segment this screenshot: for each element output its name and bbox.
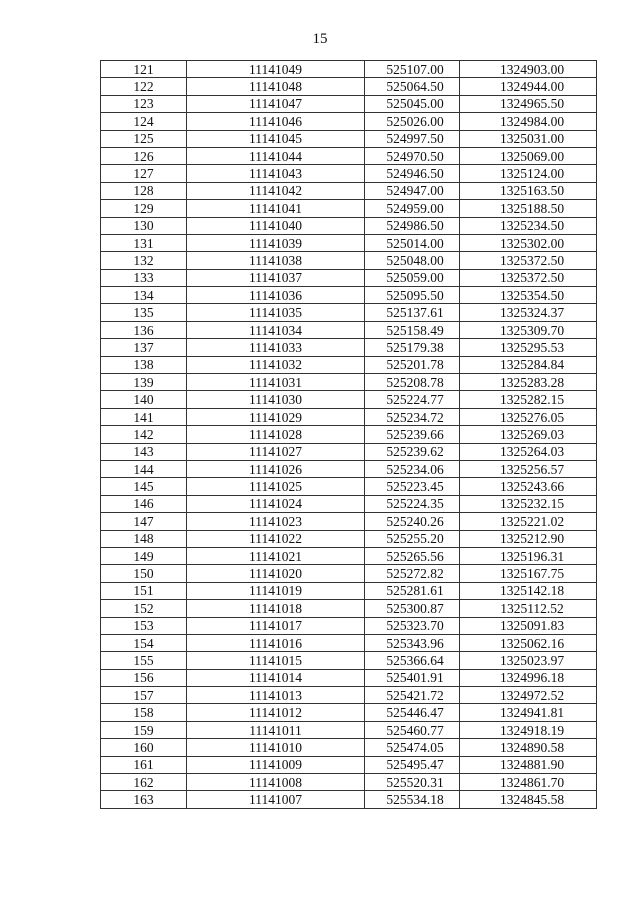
point-id-cell: 11141045: [187, 130, 365, 147]
table-row: [101, 791, 597, 808]
y-coordinate-cell: 1325372.50: [460, 252, 597, 269]
y-coordinate-cell: 1325142.18: [460, 582, 597, 599]
table-row: [101, 443, 597, 460]
y-coordinate-cell: 1325112.52: [460, 600, 597, 617]
point-id-cell: 11141015: [187, 652, 365, 669]
point-id-cell: 11141029: [187, 408, 365, 425]
point-id-cell: 11141016: [187, 634, 365, 651]
point-id-cell: 11141031: [187, 374, 365, 391]
row-number-cell: 154: [101, 634, 187, 651]
y-coordinate-cell: 1325256.57: [460, 460, 597, 477]
row-number-cell: 127: [101, 165, 187, 182]
point-id-cell: 11141008: [187, 774, 365, 791]
table-row: [101, 704, 597, 721]
x-coordinate-cell: 525495.47: [365, 756, 460, 773]
x-coordinate-cell: 525224.77: [365, 391, 460, 408]
row-number-cell: 130: [101, 217, 187, 234]
y-coordinate-cell: 1325023.97: [460, 652, 597, 669]
point-id-cell: 11141041: [187, 200, 365, 217]
point-id-cell: 11141013: [187, 687, 365, 704]
point-id-cell: 11141037: [187, 269, 365, 286]
x-coordinate-cell: 525234.72: [365, 408, 460, 425]
row-number-cell: 158: [101, 704, 187, 721]
page-number: 15: [312, 31, 328, 47]
table-row: [101, 95, 597, 112]
point-id-cell: 11141026: [187, 460, 365, 477]
row-number-cell: 144: [101, 460, 187, 477]
x-coordinate-cell: 524959.00: [365, 200, 460, 217]
point-id-cell: 11141033: [187, 339, 365, 356]
table-row: [101, 530, 597, 547]
table-row: [101, 460, 597, 477]
row-number-cell: 123: [101, 95, 187, 112]
table-row: [101, 217, 597, 234]
y-coordinate-cell: 1324984.00: [460, 113, 597, 130]
table-row: [101, 617, 597, 634]
y-coordinate-cell: 1325282.15: [460, 391, 597, 408]
row-number-cell: 122: [101, 78, 187, 95]
x-coordinate-cell: 525158.49: [365, 321, 460, 338]
y-coordinate-cell: 1325284.84: [460, 356, 597, 373]
row-number-cell: 140: [101, 391, 187, 408]
row-number-cell: 153: [101, 617, 187, 634]
x-coordinate-cell: 524970.50: [365, 147, 460, 164]
table-row: [101, 600, 597, 617]
point-id-cell: 11141007: [187, 791, 365, 808]
point-id-cell: 11141049: [187, 61, 365, 78]
point-id-cell: 11141025: [187, 478, 365, 495]
point-id-cell: 11141038: [187, 252, 365, 269]
row-number-cell: 156: [101, 669, 187, 686]
point-id-cell: 11141042: [187, 182, 365, 199]
x-coordinate-cell: 524986.50: [365, 217, 460, 234]
point-id-cell: 11141027: [187, 443, 365, 460]
row-number-cell: 143: [101, 443, 187, 460]
x-coordinate-cell: 525208.78: [365, 374, 460, 391]
table-row: [101, 182, 597, 199]
row-number-cell: 160: [101, 739, 187, 756]
point-id-cell: 11141012: [187, 704, 365, 721]
x-coordinate-cell: 525223.45: [365, 478, 460, 495]
row-number-cell: 146: [101, 495, 187, 512]
x-coordinate-cell: 525446.47: [365, 704, 460, 721]
x-coordinate-cell: 525300.87: [365, 600, 460, 617]
row-number-cell: 132: [101, 252, 187, 269]
point-id-cell: 11141009: [187, 756, 365, 773]
point-id-cell: 11141014: [187, 669, 365, 686]
x-coordinate-cell: 525201.78: [365, 356, 460, 373]
y-coordinate-cell: 1325234.50: [460, 217, 597, 234]
row-number-cell: 128: [101, 182, 187, 199]
table-row: [101, 252, 597, 269]
point-id-cell: 11141022: [187, 530, 365, 547]
x-coordinate-cell: 525460.77: [365, 721, 460, 738]
row-number-cell: 139: [101, 374, 187, 391]
y-coordinate-cell: 1325232.15: [460, 495, 597, 512]
y-coordinate-cell: 1325069.00: [460, 147, 597, 164]
table-row: [101, 113, 597, 130]
y-coordinate-cell: 1325188.50: [460, 200, 597, 217]
point-id-cell: 11141021: [187, 547, 365, 564]
x-coordinate-cell: 525107.00: [365, 61, 460, 78]
row-number-cell: 157: [101, 687, 187, 704]
row-number-cell: 142: [101, 426, 187, 443]
table-row: [101, 565, 597, 582]
y-coordinate-cell: 1325264.03: [460, 443, 597, 460]
table-row: [101, 61, 597, 78]
row-number-cell: 121: [101, 61, 187, 78]
row-number-cell: 152: [101, 600, 187, 617]
coordinates-table: [100, 60, 597, 809]
point-id-cell: 11141011: [187, 721, 365, 738]
row-number-cell: 124: [101, 113, 187, 130]
row-number-cell: 137: [101, 339, 187, 356]
row-number-cell: 135: [101, 304, 187, 321]
y-coordinate-cell: 1325031.00: [460, 130, 597, 147]
x-coordinate-cell: 524997.50: [365, 130, 460, 147]
y-coordinate-cell: 1325302.00: [460, 234, 597, 251]
table-row: [101, 739, 597, 756]
y-coordinate-cell: 1324861.70: [460, 774, 597, 791]
row-number-cell: 136: [101, 321, 187, 338]
x-coordinate-cell: 525239.62: [365, 443, 460, 460]
y-coordinate-cell: 1325372.50: [460, 269, 597, 286]
x-coordinate-cell: 525048.00: [365, 252, 460, 269]
y-coordinate-cell: 1325243.66: [460, 478, 597, 495]
table-row: [101, 78, 597, 95]
x-coordinate-cell: 525272.82: [365, 565, 460, 582]
y-coordinate-cell: 1324941.81: [460, 704, 597, 721]
table-row: [101, 426, 597, 443]
x-coordinate-cell: 525366.64: [365, 652, 460, 669]
y-coordinate-cell: 1325196.31: [460, 547, 597, 564]
x-coordinate-cell: 525239.66: [365, 426, 460, 443]
table-row: [101, 374, 597, 391]
point-id-cell: 11141024: [187, 495, 365, 512]
y-coordinate-cell: 1324890.58: [460, 739, 597, 756]
y-coordinate-cell: 1324881.90: [460, 756, 597, 773]
row-number-cell: 145: [101, 478, 187, 495]
table-row: [101, 234, 597, 251]
point-id-cell: 11141028: [187, 426, 365, 443]
table-row: [101, 130, 597, 147]
table-row: [101, 582, 597, 599]
row-number-cell: 126: [101, 147, 187, 164]
table-row: [101, 756, 597, 773]
point-id-cell: 11141019: [187, 582, 365, 599]
row-number-cell: 149: [101, 547, 187, 564]
x-coordinate-cell: 524946.50: [365, 165, 460, 182]
point-id-cell: 11141046: [187, 113, 365, 130]
row-number-cell: 161: [101, 756, 187, 773]
x-coordinate-cell: 525064.50: [365, 78, 460, 95]
row-number-cell: 151: [101, 582, 187, 599]
row-number-cell: 147: [101, 513, 187, 530]
y-coordinate-cell: 1324918.19: [460, 721, 597, 738]
row-number-cell: 131: [101, 234, 187, 251]
y-coordinate-cell: 1325221.02: [460, 513, 597, 530]
y-coordinate-cell: 1325269.03: [460, 426, 597, 443]
coordinates-table-body: [101, 61, 597, 809]
point-id-cell: 11141034: [187, 321, 365, 338]
point-id-cell: 11141036: [187, 287, 365, 304]
point-id-cell: 11141048: [187, 78, 365, 95]
y-coordinate-cell: 1324996.18: [460, 669, 597, 686]
point-id-cell: 11141035: [187, 304, 365, 321]
table-row: [101, 513, 597, 530]
table-row: [101, 304, 597, 321]
row-number-cell: 159: [101, 721, 187, 738]
row-number-cell: 155: [101, 652, 187, 669]
point-id-cell: 11141020: [187, 565, 365, 582]
x-coordinate-cell: 524947.00: [365, 182, 460, 199]
point-id-cell: 11141010: [187, 739, 365, 756]
y-coordinate-cell: 1325163.50: [460, 182, 597, 199]
x-coordinate-cell: 525045.00: [365, 95, 460, 112]
point-id-cell: 11141018: [187, 600, 365, 617]
table-row: [101, 547, 597, 564]
table-row: [101, 652, 597, 669]
y-coordinate-cell: 1324972.52: [460, 687, 597, 704]
row-number-cell: 129: [101, 200, 187, 217]
table-row: [101, 356, 597, 373]
table-row: [101, 408, 597, 425]
table-row: [101, 200, 597, 217]
x-coordinate-cell: 525343.96: [365, 634, 460, 651]
x-coordinate-cell: 525520.31: [365, 774, 460, 791]
table-row: [101, 721, 597, 738]
x-coordinate-cell: 525026.00: [365, 113, 460, 130]
row-number-cell: 141: [101, 408, 187, 425]
y-coordinate-cell: 1325324.37: [460, 304, 597, 321]
y-coordinate-cell: 1325091.83: [460, 617, 597, 634]
row-number-cell: 134: [101, 287, 187, 304]
table-row: [101, 269, 597, 286]
y-coordinate-cell: 1325167.75: [460, 565, 597, 582]
x-coordinate-cell: 525401.91: [365, 669, 460, 686]
table-row: [101, 634, 597, 651]
row-number-cell: 148: [101, 530, 187, 547]
row-number-cell: 133: [101, 269, 187, 286]
row-number-cell: 163: [101, 791, 187, 808]
x-coordinate-cell: 525234.06: [365, 460, 460, 477]
table-row: [101, 391, 597, 408]
point-id-cell: 11141043: [187, 165, 365, 182]
table-row: [101, 478, 597, 495]
y-coordinate-cell: 1325276.05: [460, 408, 597, 425]
row-number-cell: 162: [101, 774, 187, 791]
x-coordinate-cell: 525014.00: [365, 234, 460, 251]
y-coordinate-cell: 1325283.28: [460, 374, 597, 391]
point-id-cell: 11141030: [187, 391, 365, 408]
y-coordinate-cell: 1325309.70: [460, 321, 597, 338]
table-row: [101, 339, 597, 356]
y-coordinate-cell: 1325124.00: [460, 165, 597, 182]
x-coordinate-cell: 525255.20: [365, 530, 460, 547]
point-id-cell: 11141017: [187, 617, 365, 634]
table-row: [101, 321, 597, 338]
x-coordinate-cell: 525421.72: [365, 687, 460, 704]
point-id-cell: 11141040: [187, 217, 365, 234]
row-number-cell: 125: [101, 130, 187, 147]
y-coordinate-cell: 1324965.50: [460, 95, 597, 112]
x-coordinate-cell: 525534.18: [365, 791, 460, 808]
point-id-cell: 11141032: [187, 356, 365, 373]
table-row: [101, 669, 597, 686]
point-id-cell: 11141044: [187, 147, 365, 164]
y-coordinate-cell: 1324845.58: [460, 791, 597, 808]
point-id-cell: 11141047: [187, 95, 365, 112]
y-coordinate-cell: 1325295.53: [460, 339, 597, 356]
point-id-cell: 11141023: [187, 513, 365, 530]
x-coordinate-cell: 525323.70: [365, 617, 460, 634]
table-row: [101, 165, 597, 182]
x-coordinate-cell: 525179.38: [365, 339, 460, 356]
y-coordinate-cell: 1324903.00: [460, 61, 597, 78]
y-coordinate-cell: 1325212.90: [460, 530, 597, 547]
x-coordinate-cell: 525281.61: [365, 582, 460, 599]
table-row: [101, 774, 597, 791]
x-coordinate-cell: 525059.00: [365, 269, 460, 286]
x-coordinate-cell: 525474.05: [365, 739, 460, 756]
x-coordinate-cell: 525137.61: [365, 304, 460, 321]
point-id-cell: 11141039: [187, 234, 365, 251]
y-coordinate-cell: 1325062.16: [460, 634, 597, 651]
table-row: [101, 687, 597, 704]
table-row: [101, 287, 597, 304]
y-coordinate-cell: 1325354.50: [460, 287, 597, 304]
y-coordinate-cell: 1324944.00: [460, 78, 597, 95]
table-row: [101, 147, 597, 164]
x-coordinate-cell: 525240.26: [365, 513, 460, 530]
x-coordinate-cell: 525265.56: [365, 547, 460, 564]
x-coordinate-cell: 525224.35: [365, 495, 460, 512]
row-number-cell: 138: [101, 356, 187, 373]
table-row: [101, 495, 597, 512]
x-coordinate-cell: 525095.50: [365, 287, 460, 304]
row-number-cell: 150: [101, 565, 187, 582]
